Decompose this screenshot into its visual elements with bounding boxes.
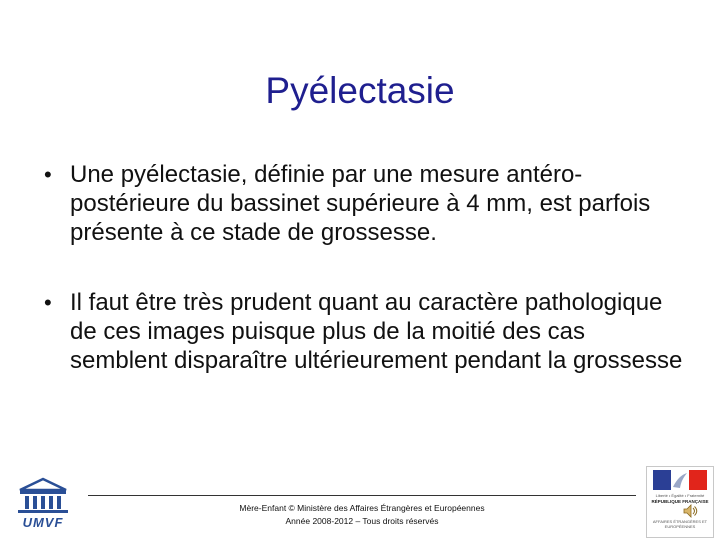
- umvf-logo: [12, 476, 74, 534]
- bullet-item: [44, 160, 684, 247]
- umvf-building-icon: [12, 476, 74, 516]
- footer-divider: [88, 495, 636, 496]
- ministry-name: AFFAIRES ÉTRANGÈRES ET EUROPÉENNES: [652, 519, 708, 529]
- ministry-logo: [646, 466, 714, 538]
- marianne-logo-icon: [647, 467, 713, 493]
- speaker-icon[interactable]: [682, 503, 698, 519]
- bullet-text: Il faut être très prudent quant au caractère pathologique de ces images puisque plus de la moitié des cas semblent disparaître ultérieurement pendant la grossesse: [70, 289, 683, 374]
- footer: [150, 502, 574, 528]
- bullet-marker: •: [44, 162, 52, 187]
- ministry-republic: RÉPUBLIQUE FRANÇAISE: [651, 499, 709, 504]
- slide-title: Pyélectasie: [265, 70, 455, 111]
- footer-copyright: Mère-Enfant © Ministère des Affaires Étrangères et Européennes: [239, 503, 485, 513]
- footer-years: Année 2008-2012 – Tous droits réservés: [285, 516, 439, 526]
- bullet-marker: •: [44, 290, 52, 315]
- bullet-item: [44, 288, 684, 375]
- bullet-list: [44, 160, 684, 416]
- umvf-logo-text: UMVF: [22, 515, 64, 530]
- bullet-text: Une pyélectasie, définie par une mesure antéro-postérieure du bassinet supérieure à 4 mm, est parfois présente à ce stade de grossesse.: [70, 161, 651, 246]
- ministry-tagline: Liberté • Égalité • Fraternité: [655, 493, 705, 498]
